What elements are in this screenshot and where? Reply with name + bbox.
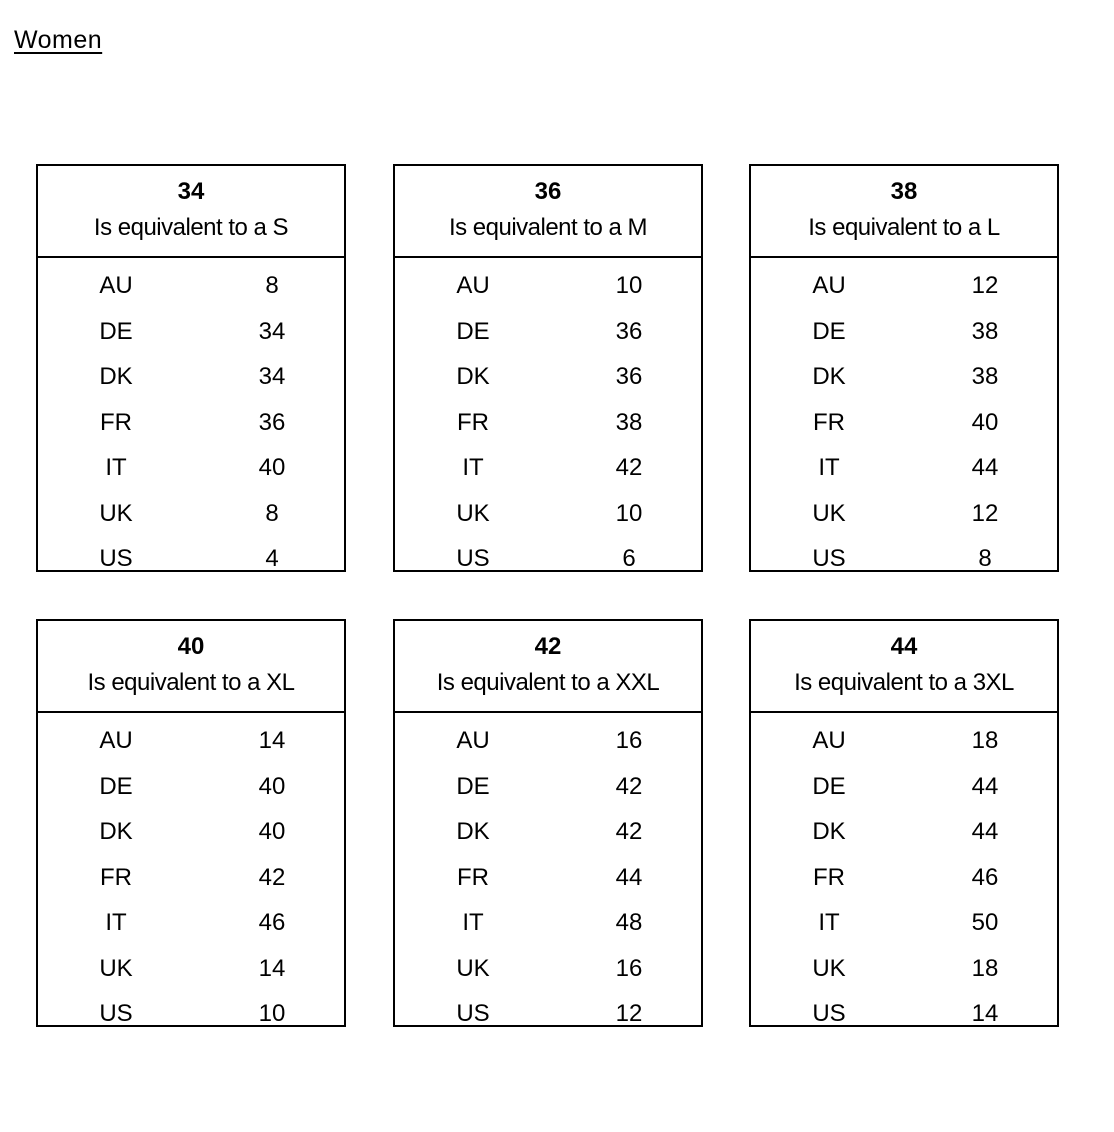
region-label: US — [456, 1000, 490, 1027]
size-value: 12 — [971, 499, 999, 527]
table-row — [395, 359, 701, 405]
size-value: 34 — [258, 317, 286, 345]
table-row — [38, 814, 344, 860]
region-label: UK — [456, 954, 490, 982]
region-label: AU — [99, 272, 133, 299]
size-rows — [395, 713, 701, 1042]
table-row — [395, 496, 701, 542]
card-size: 38 — [890, 178, 918, 205]
region-label: AU — [456, 727, 490, 754]
size-value: 8 — [265, 272, 279, 299]
size-value: 46 — [971, 863, 999, 891]
table-row — [395, 769, 701, 815]
size-value: 50 — [971, 909, 999, 936]
size-value: 10 — [615, 272, 643, 299]
size-value: 36 — [258, 408, 286, 436]
size-value: 48 — [615, 909, 643, 936]
table-row — [38, 359, 344, 405]
region-label: IT — [462, 454, 484, 481]
table-row — [38, 496, 344, 542]
card-equivalent: Is equivalent to a XXL — [436, 669, 660, 696]
size-value: 14 — [258, 954, 286, 982]
size-value: 40 — [258, 818, 286, 845]
table-row — [395, 541, 701, 587]
page-title: Women — [14, 26, 103, 54]
table-row — [395, 905, 701, 951]
table-row — [751, 996, 1057, 1042]
region-label: DE — [812, 317, 846, 345]
region-label: IT — [818, 909, 840, 936]
table-row — [38, 314, 344, 360]
region-label: FR — [100, 863, 132, 891]
card-equivalent: Is equivalent to a M — [448, 214, 648, 241]
size-rows — [38, 713, 344, 1042]
table-row — [38, 268, 344, 314]
region-label: US — [99, 545, 133, 572]
region-label: DK — [812, 818, 846, 845]
card-header — [395, 166, 701, 258]
table-row — [395, 723, 701, 769]
size-value: 44 — [971, 818, 999, 845]
region-label: DE — [456, 317, 490, 345]
region-label: DK — [99, 363, 133, 390]
table-row — [751, 268, 1057, 314]
region-label: US — [812, 545, 846, 572]
region-label: AU — [812, 272, 846, 299]
region-label: AU — [99, 727, 133, 754]
size-card-40 — [36, 619, 346, 1027]
table-row — [751, 359, 1057, 405]
table-row — [751, 951, 1057, 997]
table-row — [395, 314, 701, 360]
table-row — [751, 860, 1057, 906]
size-value: 18 — [971, 727, 999, 754]
size-value: 34 — [258, 363, 286, 390]
size-value: 4 — [265, 545, 279, 572]
card-header — [395, 621, 701, 713]
size-value: 8 — [978, 545, 992, 572]
size-card-34 — [36, 164, 346, 572]
size-card-36 — [393, 164, 703, 572]
table-row — [751, 814, 1057, 860]
card-equivalent: Is equivalent to a L — [808, 214, 1000, 241]
table-row — [751, 450, 1057, 496]
table-row — [751, 496, 1057, 542]
table-row — [38, 996, 344, 1042]
size-value: 14 — [971, 1000, 999, 1027]
size-value: 42 — [258, 863, 286, 891]
size-rows — [38, 258, 344, 587]
table-row — [395, 951, 701, 997]
size-card-42 — [393, 619, 703, 1027]
card-size: 36 — [534, 178, 562, 205]
card-size: 34 — [177, 178, 205, 205]
card-size: 44 — [890, 633, 918, 660]
region-label: UK — [812, 954, 846, 982]
card-size: 42 — [534, 633, 562, 660]
card-header — [751, 166, 1057, 258]
size-value: 38 — [971, 363, 999, 390]
table-row — [395, 996, 701, 1042]
region-label: US — [456, 545, 490, 572]
size-value: 44 — [971, 772, 999, 800]
size-value: 46 — [258, 909, 286, 936]
size-value: 12 — [971, 272, 999, 299]
size-rows — [395, 258, 701, 587]
region-label: UK — [99, 954, 133, 982]
size-value: 36 — [615, 317, 643, 345]
table-row — [38, 723, 344, 769]
size-value: 40 — [258, 454, 286, 481]
region-label: DE — [99, 317, 133, 345]
region-label: FR — [813, 863, 845, 891]
region-label: FR — [813, 408, 845, 436]
region-label: UK — [456, 499, 490, 527]
table-row — [395, 405, 701, 451]
table-row — [395, 814, 701, 860]
region-label: DE — [99, 772, 133, 800]
table-row — [395, 450, 701, 496]
size-value: 18 — [971, 954, 999, 982]
card-header — [38, 621, 344, 713]
table-row — [395, 860, 701, 906]
region-label: IT — [105, 909, 127, 936]
size-value: 44 — [971, 454, 999, 481]
table-row — [751, 723, 1057, 769]
card-equivalent: Is equivalent to a 3XL — [794, 669, 1014, 696]
table-row — [751, 905, 1057, 951]
region-label: US — [99, 1000, 133, 1027]
region-label: UK — [99, 499, 133, 527]
region-label: DK — [456, 363, 490, 390]
region-label: AU — [456, 272, 490, 299]
table-row — [38, 405, 344, 451]
region-label: IT — [818, 454, 840, 481]
table-row — [38, 905, 344, 951]
table-row — [38, 450, 344, 496]
region-label: DK — [812, 363, 846, 390]
size-value: 40 — [971, 408, 999, 436]
region-label: IT — [105, 454, 127, 481]
size-card-44 — [749, 619, 1059, 1027]
size-value: 42 — [615, 772, 643, 800]
region-label: DK — [99, 818, 133, 845]
size-value: 14 — [258, 727, 286, 754]
size-value: 36 — [615, 363, 643, 390]
region-label: US — [812, 1000, 846, 1027]
card-size: 40 — [177, 633, 205, 660]
region-label: AU — [812, 727, 846, 754]
region-label: DE — [456, 772, 490, 800]
table-row — [751, 405, 1057, 451]
size-card-38 — [749, 164, 1059, 572]
size-value: 42 — [615, 454, 643, 481]
region-label: IT — [462, 909, 484, 936]
table-row — [38, 541, 344, 587]
size-rows — [751, 258, 1057, 587]
size-value: 12 — [615, 1000, 643, 1027]
card-header — [751, 621, 1057, 713]
card-equivalent: Is equivalent to a S — [93, 214, 289, 241]
size-value: 16 — [615, 727, 643, 754]
size-value: 44 — [615, 863, 643, 891]
region-label: DE — [812, 772, 846, 800]
size-rows — [751, 713, 1057, 1042]
size-value: 16 — [615, 954, 643, 982]
size-value: 38 — [971, 317, 999, 345]
card-header — [38, 166, 344, 258]
table-row — [38, 951, 344, 997]
table-row — [38, 769, 344, 815]
size-value: 40 — [258, 772, 286, 800]
table-row — [751, 541, 1057, 587]
region-label: UK — [812, 499, 846, 527]
size-value: 10 — [258, 1000, 286, 1027]
table-row — [751, 314, 1057, 360]
table-row — [395, 268, 701, 314]
table-row — [751, 769, 1057, 815]
size-value: 38 — [615, 408, 643, 436]
region-label: DK — [456, 818, 490, 845]
region-label: FR — [457, 408, 489, 436]
region-label: FR — [457, 863, 489, 891]
size-value: 6 — [622, 545, 636, 572]
table-row — [38, 860, 344, 906]
size-value: 8 — [265, 499, 279, 527]
size-value: 42 — [615, 818, 643, 845]
card-equivalent: Is equivalent to a XL — [87, 669, 295, 696]
size-value: 10 — [615, 499, 643, 527]
region-label: FR — [100, 408, 132, 436]
